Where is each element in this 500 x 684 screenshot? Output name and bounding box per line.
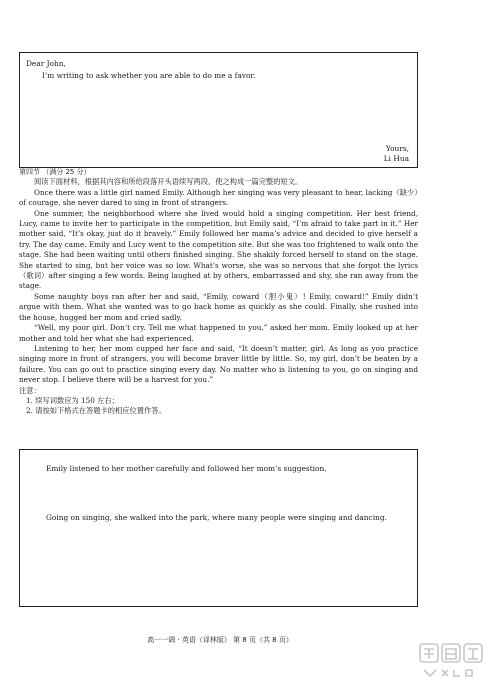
notes-label: 注意： — [19, 385, 41, 395]
letter-box — [19, 52, 418, 168]
answer-box — [19, 449, 418, 607]
story-paragraph: Listening to her, her mom cupped her face and said, “It doesn’t matter, girl. As long as you practice singing more in front of strangers, you will become braver little by little. So, my girl, don’t be beaten by a failure. You can go out to practice singing every day. No matter who is listening to you, go on singing and never stop. I believe there will be a harvest for you.” — [19, 343, 418, 385]
letter-signoff — [384, 144, 409, 164]
note-item: 1. 续写词数应为 150 左右； — [26, 395, 119, 405]
page-footer: 高一一调 · 英语（译林版） 第 8 页（共 8 页） — [147, 636, 293, 644]
story-paragraph: “Well, my poor girl. Don’t cry. Tell me what happened to you,” asked her mom. Emily looked up at her mother and told her what she had experienced. — [19, 323, 418, 343]
watermark-logo — [418, 640, 494, 680]
story-paragraph: Some naughty boys ran after her and said, “Emily, coward（胆小鬼）! Emily, coward!” Emily didn’t argue with them. What she wanted was to go back home as quickly as she could. Finally, she rushed into the house, hugged her mom and cried sadly. — [19, 291, 418, 322]
letter-intro: I’m writing to ask whether you are able to do me a favor. — [42, 71, 256, 80]
watermark-logo-icon — [418, 640, 494, 680]
section-title: 第四节 （满分 25 分） — [19, 168, 91, 176]
answer-paragraph-1-opening: Emily listened to her mother carefully and followed her mom’s suggestion. — [46, 464, 327, 473]
letter-signature: Li Hua — [383, 154, 409, 163]
note-item: 2. 请按如下格式在答题卡的相应位置作答。 — [26, 406, 166, 416]
section-instruction: 阅读下面材料，根据其内容和所给段落开头语续写两段，使之构成一篇完整的短文。 — [34, 177, 303, 187]
letter-closing: Yours, — [385, 144, 409, 153]
story-paragraph: Once there was a little girl named Emily. Although her singing was very pleasant to hear, lacking（缺少）of courage, she never dared to sing in front of strangers. — [19, 187, 418, 208]
answer-paragraph-2-opening: Going on singing, she walked into the park, where many people were singing and dancing. — [46, 513, 387, 522]
letter-greeting: Dear John, — [26, 59, 66, 68]
reading-section — [19, 167, 418, 417]
story-paragraph: One summer, the neighborhood where she lived would hold a singing competition. Her best friend, Lucy, came to invite her to participate in the competition, but Emily said, “I’m afraid to take part in it.” Her mother said, “It’s okay, just do it bravely.” Emily followed her mama’s advice and decided to give herself a try. The day came. Emily and Lucy went to the competition site. But she was too frightened to walk onto the stage. She had been waiting until others finished singing. She shakily forced herself to stand on the stage. She started to sing, but her voice was so low. What’s worse, she was so nervous that she forgot the lyrics（歌词）after singing a few words. Being laughed at by others, embarrassed and shy, she ran away from the stage. — [19, 208, 418, 291]
